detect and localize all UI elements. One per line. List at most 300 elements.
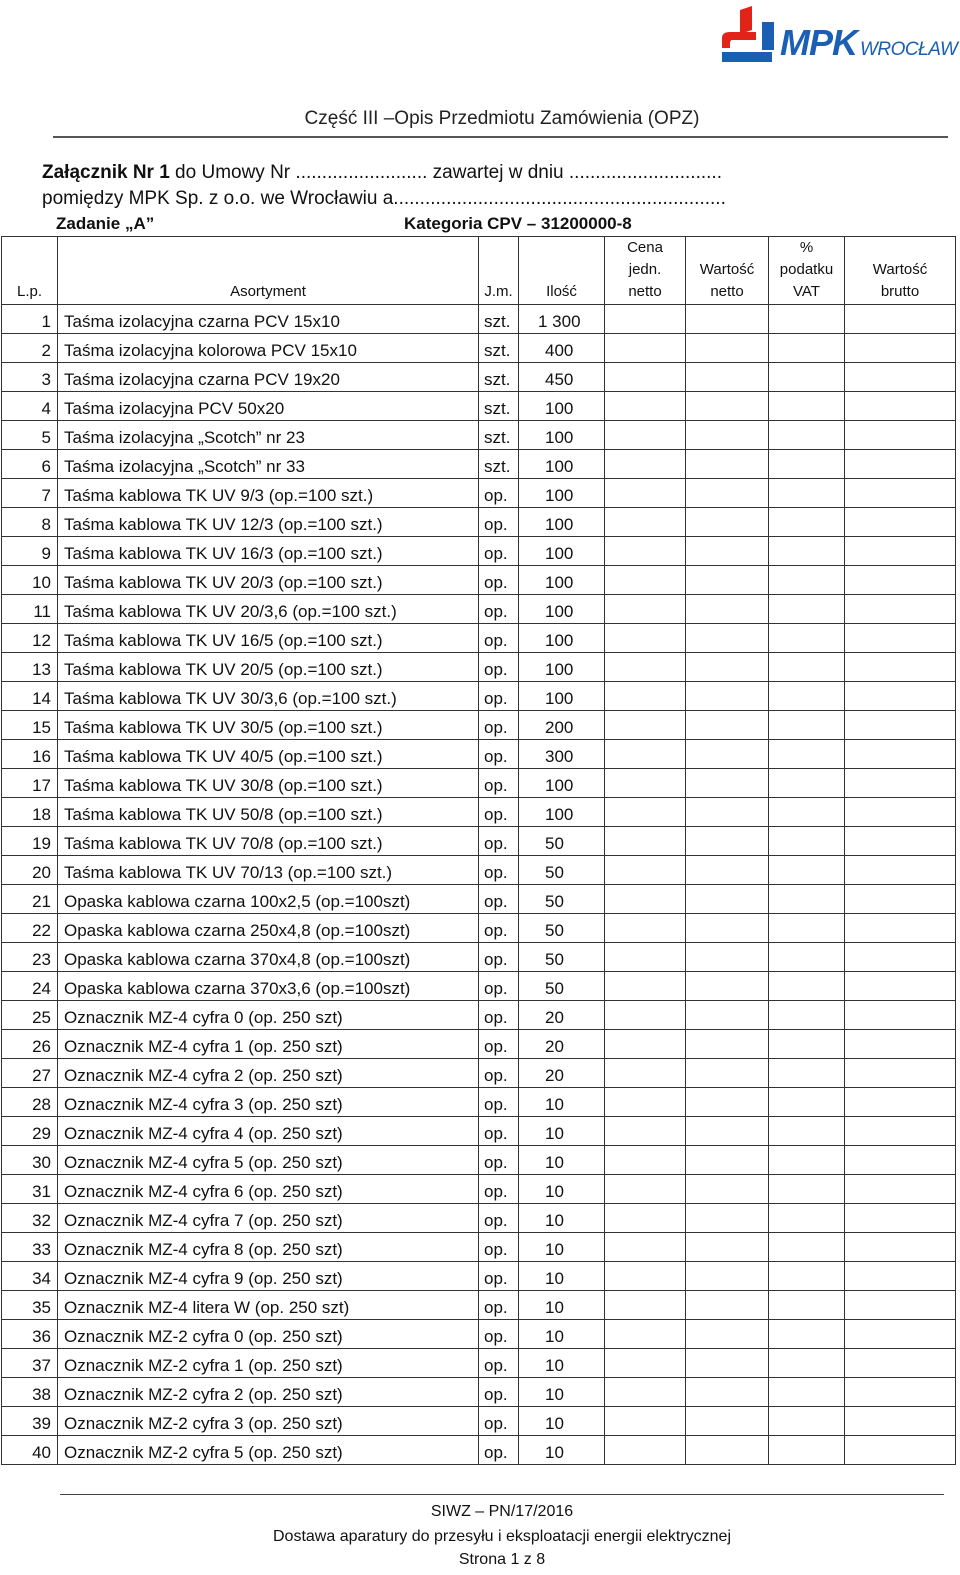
row-name: Taśma izolacyjna czarna PCV 15x10 <box>58 305 479 334</box>
row-lp: 21 <box>2 885 58 914</box>
table-row <box>2 363 956 392</box>
row-unit: op. <box>479 1436 519 1465</box>
row-lp: 36 <box>2 1320 58 1349</box>
row-net-value <box>686 595 769 624</box>
row-unit: op. <box>479 624 519 653</box>
row-gross-value <box>845 885 956 914</box>
row-unit: op. <box>479 1059 519 1088</box>
row-vat <box>769 1117 845 1146</box>
mpk-logo-text <box>780 22 957 64</box>
footer-ref: SIWZ – PN/17/2016 <box>430 1503 574 1520</box>
row-unit-price <box>605 363 686 392</box>
row-qty: 100 <box>519 653 605 682</box>
row-qty: 100 <box>519 682 605 711</box>
row-lp: 15 <box>2 711 58 740</box>
row-gross-value <box>845 595 956 624</box>
row-qty: 50 <box>519 914 605 943</box>
row-vat <box>769 682 845 711</box>
row-vat <box>769 537 845 566</box>
row-vat <box>769 305 845 334</box>
section-title: Część III –Opis Przedmiotu Zamówienia (OPZ) <box>304 108 700 129</box>
row-net-value <box>686 1117 769 1146</box>
row-name: Oznacznik MZ-4 cyfra 2 (op. 250 szt) <box>58 1059 479 1088</box>
row-lp: 37 <box>2 1349 58 1378</box>
col-header-unit-price-l3: netto <box>628 283 662 300</box>
row-net-value <box>686 769 769 798</box>
row-vat <box>769 1349 845 1378</box>
row-net-value <box>686 508 769 537</box>
row-net-value <box>686 1291 769 1320</box>
row-lp: 17 <box>2 769 58 798</box>
table-row <box>2 1320 956 1349</box>
attachment-rest: do Umowy Nr ......................... zawartej w dniu ............................. <box>169 162 722 183</box>
order-table <box>1 236 956 1465</box>
row-net-value <box>686 1349 769 1378</box>
row-unit-price <box>605 827 686 856</box>
row-unit-price <box>605 1030 686 1059</box>
row-vat <box>769 479 845 508</box>
row-name: Taśma kablowa TK UV 50/8 (op.=100 szt.) <box>58 798 479 827</box>
table-row <box>2 798 956 827</box>
task-label: Zadanie „A” <box>56 214 155 233</box>
row-vat <box>769 1262 845 1291</box>
row-vat <box>769 827 845 856</box>
row-unit-price <box>605 769 686 798</box>
row-gross-value <box>845 479 956 508</box>
row-unit: op. <box>479 1349 519 1378</box>
row-name: Oznacznik MZ-2 cyfra 5 (op. 250 szt) <box>58 1436 479 1465</box>
row-qty: 10 <box>519 1262 605 1291</box>
row-unit: op. <box>479 479 519 508</box>
row-net-value <box>686 653 769 682</box>
row-gross-value <box>845 972 956 1001</box>
row-name: Taśma izolacyjna czarna PCV 19x20 <box>58 363 479 392</box>
row-gross-value <box>845 914 956 943</box>
table-row <box>2 885 956 914</box>
row-name: Oznacznik MZ-2 cyfra 1 (op. 250 szt) <box>58 1349 479 1378</box>
row-net-value <box>686 537 769 566</box>
row-gross-value <box>845 1175 956 1204</box>
row-unit: op. <box>479 1233 519 1262</box>
row-unit: op. <box>479 740 519 769</box>
row-unit: op. <box>479 769 519 798</box>
row-vat <box>769 1407 845 1436</box>
row-lp: 1 <box>2 305 58 334</box>
row-vat <box>769 566 845 595</box>
row-unit-price <box>605 1291 686 1320</box>
row-net-value <box>686 827 769 856</box>
row-unit: op. <box>479 1175 519 1204</box>
row-gross-value <box>845 1117 956 1146</box>
row-qty: 50 <box>519 856 605 885</box>
row-qty: 100 <box>519 769 605 798</box>
table-row <box>2 827 956 856</box>
row-name: Taśma kablowa TK UV 30/5 (op.=100 szt.) <box>58 711 479 740</box>
between-line: pomiędzy MPK Sp. z o.o. we Wrocławiu a............................................................... <box>42 188 726 209</box>
row-qty: 50 <box>519 943 605 972</box>
row-gross-value <box>845 624 956 653</box>
row-unit: szt. <box>479 334 519 363</box>
row-net-value <box>686 1030 769 1059</box>
row-gross-value <box>845 1378 956 1407</box>
col-header-vat <box>769 237 845 305</box>
row-unit-price <box>605 1001 686 1030</box>
row-unit: op. <box>479 682 519 711</box>
row-net-value <box>686 1262 769 1291</box>
col-header-name: Asortyment <box>58 237 479 305</box>
table-row <box>2 1146 956 1175</box>
row-net-value <box>686 943 769 972</box>
row-name: Taśma izolacyjna „Scotch” nr 23 <box>58 421 479 450</box>
row-net-value <box>686 711 769 740</box>
row-net-value <box>686 363 769 392</box>
row-unit-price <box>605 711 686 740</box>
footer-subject: Dostawa aparatury do przesyłu i eksploatacji energii elektrycznej <box>273 1528 731 1545</box>
row-unit-price <box>605 624 686 653</box>
row-name: Oznacznik MZ-4 cyfra 4 (op. 250 szt) <box>58 1117 479 1146</box>
row-unit-price <box>605 1262 686 1291</box>
row-qty: 10 <box>519 1146 605 1175</box>
row-unit: szt. <box>479 421 519 450</box>
row-unit-price <box>605 856 686 885</box>
row-unit: op. <box>479 1407 519 1436</box>
row-vat <box>769 740 845 769</box>
col-header-vat-l3: VAT <box>793 283 820 300</box>
row-name: Oznacznik MZ-4 cyfra 9 (op. 250 szt) <box>58 1262 479 1291</box>
mpk-logo <box>716 4 958 68</box>
table-row <box>2 653 956 682</box>
row-gross-value <box>845 305 956 334</box>
row-qty: 10 <box>519 1233 605 1262</box>
row-name: Taśma kablowa TK UV 16/3 (op.=100 szt.) <box>58 537 479 566</box>
row-lp: 10 <box>2 566 58 595</box>
row-qty: 10 <box>519 1117 605 1146</box>
row-unit: op. <box>479 856 519 885</box>
row-unit-price <box>605 653 686 682</box>
table-row <box>2 305 956 334</box>
row-name: Taśma izolacyjna kolorowa PCV 15x10 <box>58 334 479 363</box>
row-gross-value <box>845 363 956 392</box>
row-name: Oznacznik MZ-4 cyfra 5 (op. 250 szt) <box>58 1146 479 1175</box>
row-net-value <box>686 1175 769 1204</box>
row-qty: 10 <box>519 1204 605 1233</box>
row-gross-value <box>845 1001 956 1030</box>
row-unit: op. <box>479 508 519 537</box>
footer-divider <box>60 1494 944 1495</box>
row-name: Taśma kablowa TK UV 30/8 (op.=100 szt.) <box>58 769 479 798</box>
row-qty: 20 <box>519 1030 605 1059</box>
row-lp: 18 <box>2 798 58 827</box>
row-net-value <box>686 1204 769 1233</box>
col-header-net-value-l1: Wartość <box>699 261 755 278</box>
table-row <box>2 1436 956 1465</box>
row-gross-value <box>845 653 956 682</box>
row-name: Taśma kablowa TK UV 20/3 (op.=100 szt.) <box>58 566 479 595</box>
row-name: Taśma kablowa TK UV 20/5 (op.=100 szt.) <box>58 653 479 682</box>
row-unit-price <box>605 566 686 595</box>
row-unit: op. <box>479 1088 519 1117</box>
row-lp: 38 <box>2 1378 58 1407</box>
row-unit-price <box>605 1204 686 1233</box>
row-lp: 26 <box>2 1030 58 1059</box>
col-header-unit-price-l1: Cena <box>627 239 663 256</box>
row-vat <box>769 363 845 392</box>
row-name: Oznacznik MZ-2 cyfra 3 (op. 250 szt) <box>58 1407 479 1436</box>
table-row <box>2 1378 956 1407</box>
row-vat <box>769 1378 845 1407</box>
row-name: Taśma kablowa TK UV 16/5 (op.=100 szt.) <box>58 624 479 653</box>
table-row <box>2 1175 956 1204</box>
row-gross-value <box>845 450 956 479</box>
row-net-value <box>686 914 769 943</box>
row-unit: op. <box>479 1378 519 1407</box>
row-gross-value <box>845 508 956 537</box>
row-gross-value <box>845 1291 956 1320</box>
row-lp: 11 <box>2 595 58 624</box>
row-lp: 24 <box>2 972 58 1001</box>
row-unit-price <box>605 1088 686 1117</box>
row-unit-price <box>605 972 686 1001</box>
row-vat <box>769 1291 845 1320</box>
row-qty: 10 <box>519 1088 605 1117</box>
col-header-gross-value-l2: brutto <box>880 283 920 300</box>
row-gross-value <box>845 1088 956 1117</box>
table-row <box>2 537 956 566</box>
row-lp: 33 <box>2 1233 58 1262</box>
table-row <box>2 479 956 508</box>
row-unit-price <box>605 1436 686 1465</box>
row-qty: 100 <box>519 566 605 595</box>
row-unit: szt. <box>479 450 519 479</box>
row-unit-price <box>605 1320 686 1349</box>
row-lp: 22 <box>2 914 58 943</box>
row-qty: 10 <box>519 1378 605 1407</box>
row-gross-value <box>845 1204 956 1233</box>
row-vat <box>769 856 845 885</box>
row-unit-price <box>605 450 686 479</box>
row-unit: op. <box>479 566 519 595</box>
row-unit-price <box>605 1233 686 1262</box>
row-unit: op. <box>479 653 519 682</box>
row-unit-price <box>605 334 686 363</box>
row-unit: op. <box>479 711 519 740</box>
row-net-value <box>686 1436 769 1465</box>
table-row <box>2 769 956 798</box>
row-lp: 34 <box>2 1262 58 1291</box>
row-qty: 400 <box>519 334 605 363</box>
attachment-line <box>42 162 722 184</box>
row-lp: 13 <box>2 653 58 682</box>
row-qty: 10 <box>519 1320 605 1349</box>
col-header-net-value-l2: netto <box>710 283 744 300</box>
row-qty: 200 <box>519 711 605 740</box>
row-unit: op. <box>479 1204 519 1233</box>
row-qty: 10 <box>519 1349 605 1378</box>
row-gross-value <box>845 1320 956 1349</box>
row-name: Oznacznik MZ-4 cyfra 3 (op. 250 szt) <box>58 1088 479 1117</box>
row-vat <box>769 1436 845 1465</box>
row-lp: 29 <box>2 1117 58 1146</box>
table-row <box>2 1407 956 1436</box>
row-qty: 1 300 <box>519 305 605 334</box>
row-unit-price <box>605 1378 686 1407</box>
row-gross-value <box>845 392 956 421</box>
row-qty: 10 <box>519 1291 605 1320</box>
row-unit-price <box>605 798 686 827</box>
table-row <box>2 566 956 595</box>
row-gross-value <box>845 1436 956 1465</box>
row-unit: op. <box>479 1262 519 1291</box>
attachment-label: Załącznik Nr 1 <box>42 162 170 183</box>
row-lp: 30 <box>2 1146 58 1175</box>
col-header-gross-value-l1: Wartość <box>872 261 928 278</box>
row-gross-value <box>845 682 956 711</box>
row-unit-price <box>605 740 686 769</box>
row-unit: op. <box>479 595 519 624</box>
row-unit-price <box>605 1407 686 1436</box>
table-row <box>2 421 956 450</box>
row-vat <box>769 1320 845 1349</box>
row-unit: op. <box>479 1146 519 1175</box>
row-lp: 27 <box>2 1059 58 1088</box>
row-gross-value <box>845 1349 956 1378</box>
row-unit: op. <box>479 1291 519 1320</box>
row-gross-value <box>845 1030 956 1059</box>
row-qty: 50 <box>519 885 605 914</box>
row-net-value <box>686 885 769 914</box>
row-unit: op. <box>479 885 519 914</box>
row-net-value <box>686 1233 769 1262</box>
row-name: Oznacznik MZ-4 cyfra 1 (op. 250 szt) <box>58 1030 479 1059</box>
row-qty: 10 <box>519 1175 605 1204</box>
row-unit-price <box>605 479 686 508</box>
footer-page: Strona 1 z 8 <box>458 1551 546 1568</box>
row-gross-value <box>845 740 956 769</box>
row-lp: 23 <box>2 943 58 972</box>
row-name: Oznacznik MZ-4 cyfra 0 (op. 250 szt) <box>58 1001 479 1030</box>
row-lp: 16 <box>2 740 58 769</box>
row-qty: 100 <box>519 508 605 537</box>
row-vat <box>769 392 845 421</box>
row-net-value <box>686 624 769 653</box>
col-header-gross-value <box>845 237 956 305</box>
row-vat <box>769 972 845 1001</box>
row-qty: 20 <box>519 1001 605 1030</box>
table-row <box>2 1291 956 1320</box>
row-net-value <box>686 450 769 479</box>
table-row <box>2 856 956 885</box>
row-name: Taśma kablowa TK UV 70/8 (op.=100 szt.) <box>58 827 479 856</box>
row-net-value <box>686 798 769 827</box>
table-header-row <box>2 237 956 305</box>
row-unit: szt. <box>479 305 519 334</box>
table-row <box>2 1349 956 1378</box>
row-net-value <box>686 1407 769 1436</box>
row-lp: 9 <box>2 537 58 566</box>
row-name: Opaska kablowa czarna 100x2,5 (op.=100szt) <box>58 885 479 914</box>
row-unit: szt. <box>479 392 519 421</box>
table-row <box>2 1030 956 1059</box>
row-unit-price <box>605 1175 686 1204</box>
row-lp: 3 <box>2 363 58 392</box>
row-qty: 10 <box>519 1436 605 1465</box>
row-net-value <box>686 392 769 421</box>
row-unit: op. <box>479 972 519 1001</box>
row-vat <box>769 1204 845 1233</box>
row-vat <box>769 421 845 450</box>
row-vat <box>769 1030 845 1059</box>
row-gross-value <box>845 1059 956 1088</box>
row-unit-price <box>605 595 686 624</box>
row-qty: 300 <box>519 740 605 769</box>
row-unit-price <box>605 885 686 914</box>
col-header-net-value <box>686 237 769 305</box>
row-qty: 10 <box>519 1407 605 1436</box>
row-gross-value <box>845 566 956 595</box>
table-row <box>2 1204 956 1233</box>
table-row <box>2 1117 956 1146</box>
row-gross-value <box>845 1146 956 1175</box>
row-name: Taśma kablowa TK UV 9/3 (op.=100 szt.) <box>58 479 479 508</box>
row-unit-price <box>605 537 686 566</box>
row-name: Oznacznik MZ-2 cyfra 2 (op. 250 szt) <box>58 1378 479 1407</box>
row-lp: 6 <box>2 450 58 479</box>
row-unit: op. <box>479 537 519 566</box>
row-lp: 12 <box>2 624 58 653</box>
row-vat <box>769 914 845 943</box>
row-vat <box>769 769 845 798</box>
col-header-unit: J.m. <box>479 237 519 305</box>
row-vat <box>769 798 845 827</box>
row-unit-price <box>605 508 686 537</box>
row-qty: 100 <box>519 421 605 450</box>
row-unit-price <box>605 943 686 972</box>
col-header-unit-price-l2: jedn. <box>628 261 662 278</box>
mpk-logo-mark <box>716 4 780 68</box>
row-vat <box>769 595 845 624</box>
col-header-vat-l1: % <box>799 239 814 256</box>
row-gross-value <box>845 711 956 740</box>
row-unit-price <box>605 1117 686 1146</box>
table-row <box>2 624 956 653</box>
table-row <box>2 334 956 363</box>
row-name: Oznacznik MZ-2 cyfra 0 (op. 250 szt) <box>58 1320 479 1349</box>
row-gross-value <box>845 769 956 798</box>
row-net-value <box>686 1378 769 1407</box>
table-row <box>2 740 956 769</box>
row-unit: szt. <box>479 363 519 392</box>
table-row <box>2 392 956 421</box>
row-lp: 28 <box>2 1088 58 1117</box>
row-gross-value <box>845 827 956 856</box>
row-net-value <box>686 566 769 595</box>
table-row <box>2 1001 956 1030</box>
row-unit: op. <box>479 827 519 856</box>
table-row <box>2 595 956 624</box>
row-name: Taśma kablowa TK UV 40/5 (op.=100 szt.) <box>58 740 479 769</box>
table-row <box>2 943 956 972</box>
row-name: Taśma kablowa TK UV 12/3 (op.=100 szt.) <box>58 508 479 537</box>
row-lp: 31 <box>2 1175 58 1204</box>
row-unit: op. <box>479 1320 519 1349</box>
col-header-qty: Ilość <box>519 237 605 305</box>
row-unit-price <box>605 1349 686 1378</box>
row-gross-value <box>845 943 956 972</box>
row-lp: 5 <box>2 421 58 450</box>
logo-city: WROCŁAW <box>860 39 958 60</box>
row-qty: 20 <box>519 1059 605 1088</box>
row-vat <box>769 943 845 972</box>
